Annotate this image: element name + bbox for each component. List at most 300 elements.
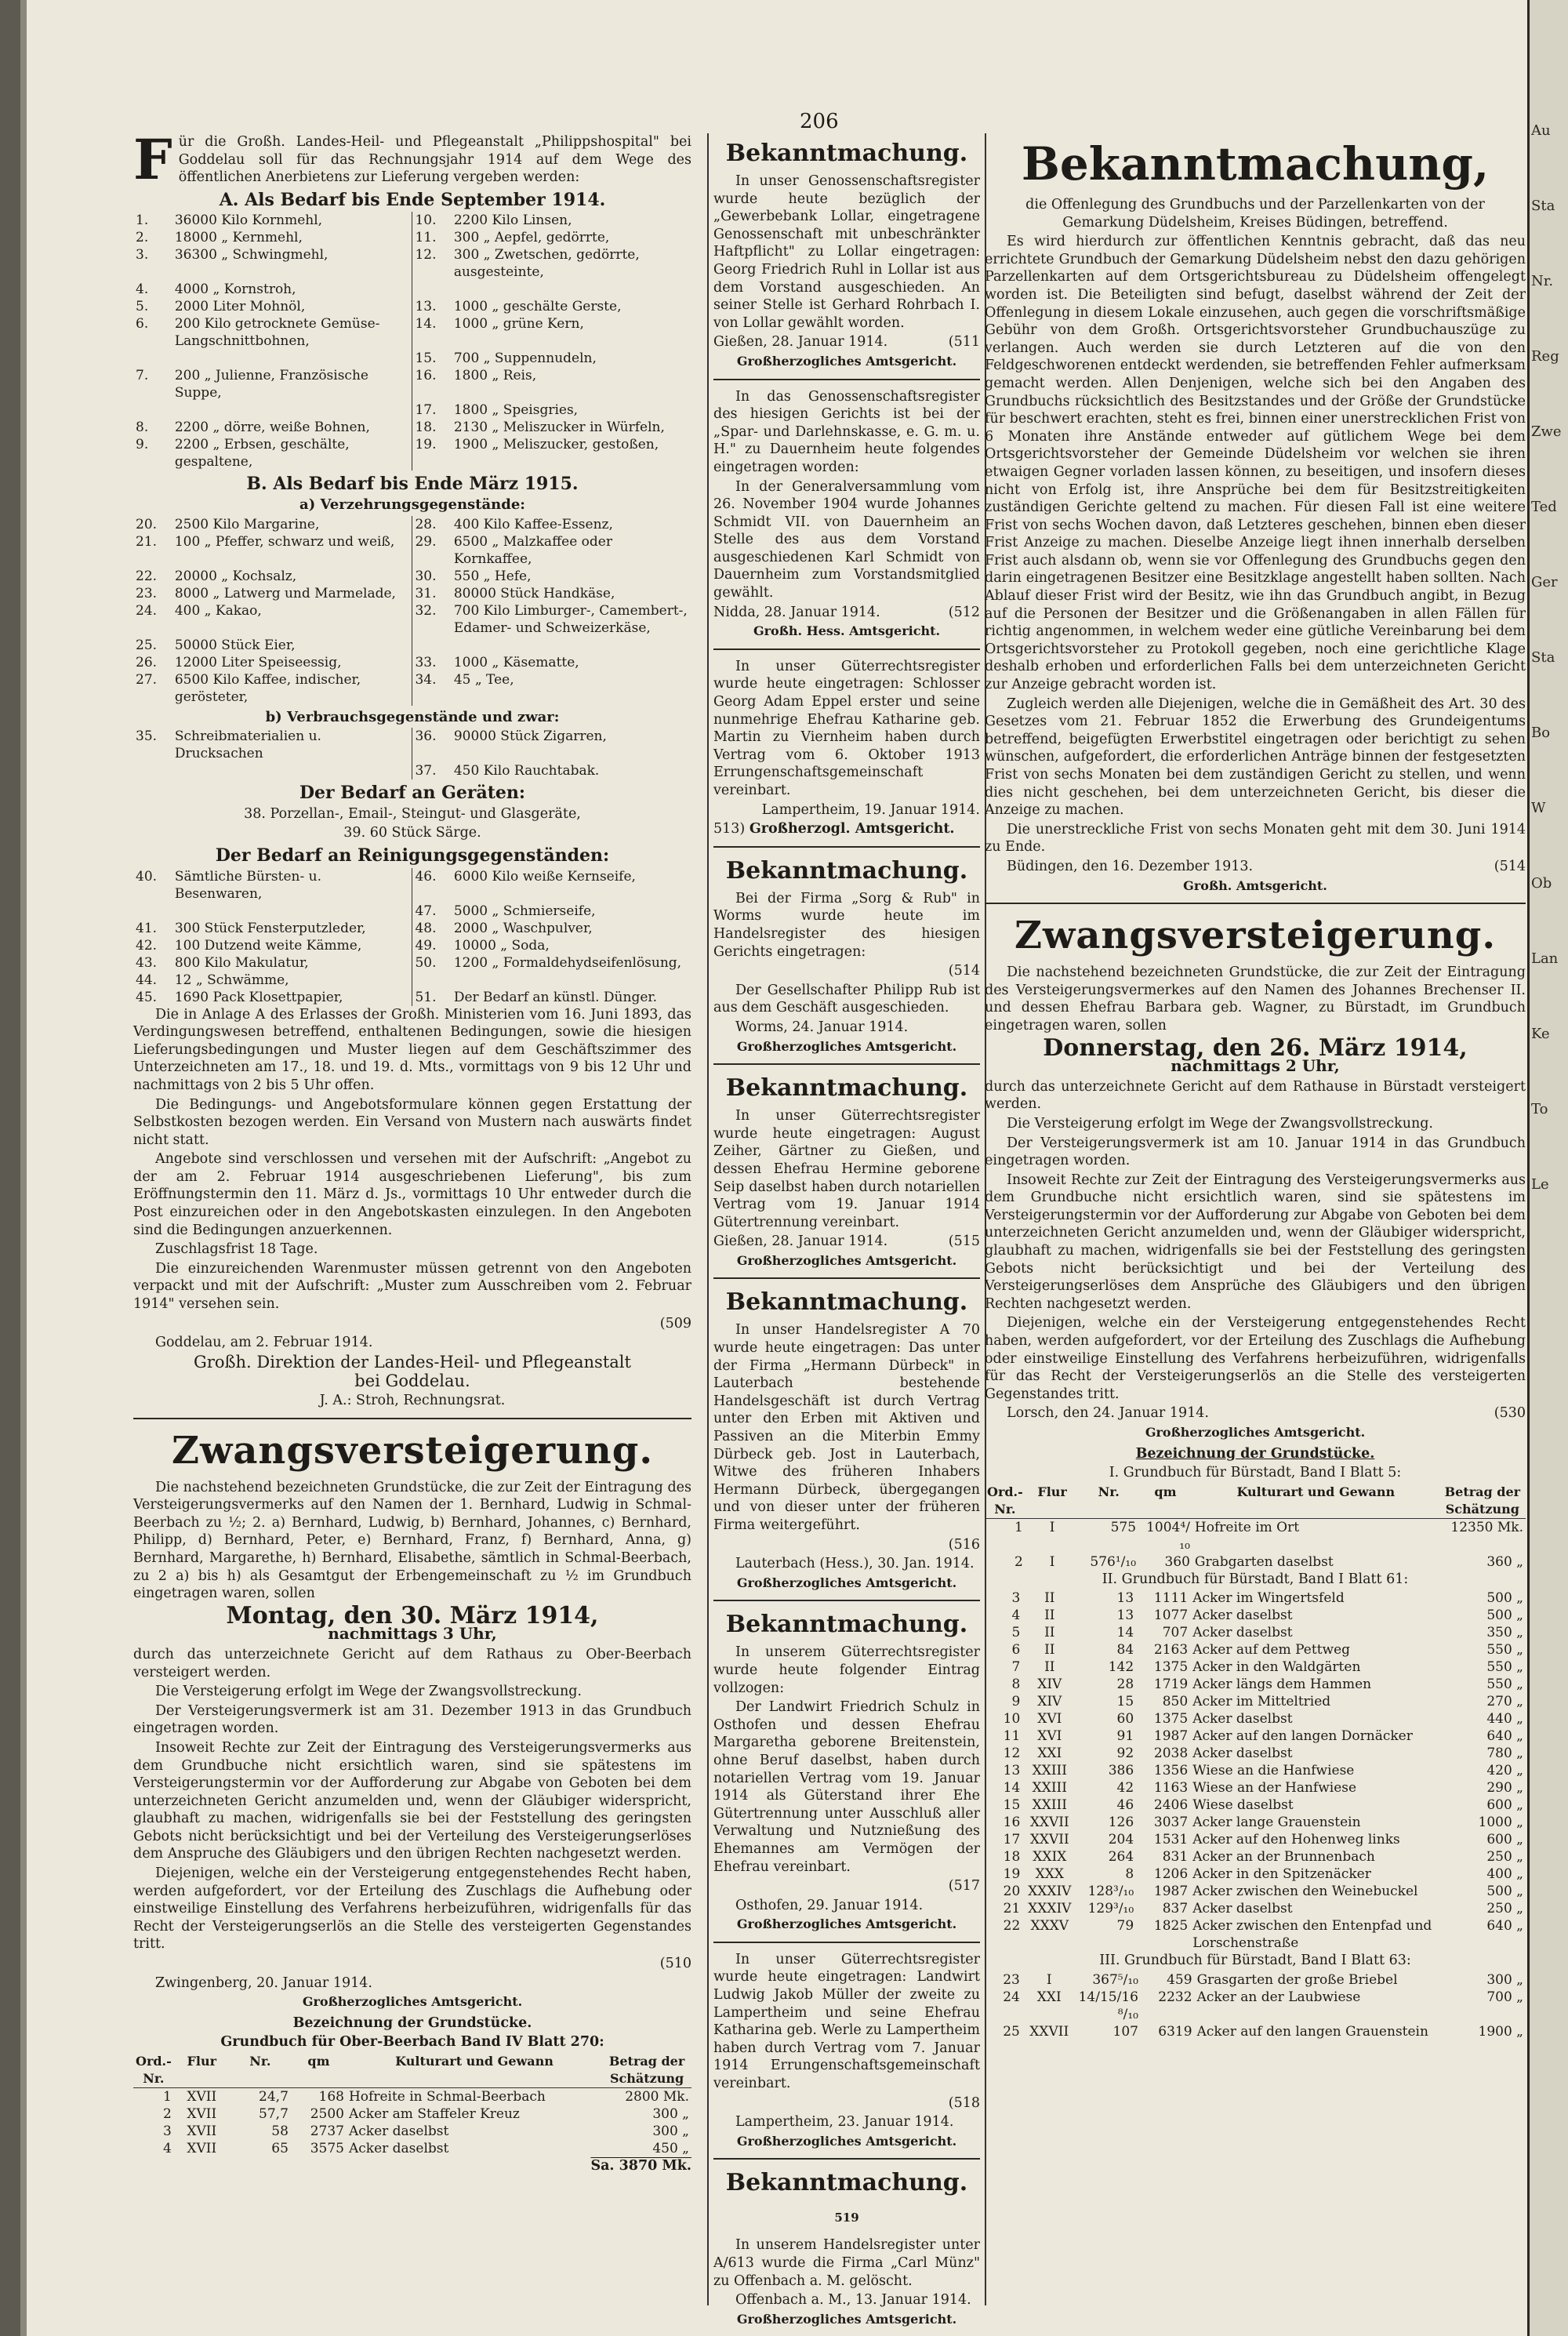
parcel-cell: 1375	[1153, 1659, 1189, 1676]
item-text: 2500 Kilo Margarine,	[174, 516, 320, 532]
item-number: 27.	[136, 671, 158, 688]
items-table-reinigung	[133, 868, 691, 1006]
section-b-b-heading: b) Verbrauchsgegenstände und zwar:	[265, 708, 560, 725]
parcel-cell: 600 „	[1486, 1832, 1523, 1848]
parcel-row	[985, 1900, 1526, 1917]
item-number: 26.	[136, 654, 158, 670]
divider	[713, 1942, 980, 1943]
zv-a-sum: Sa. 3870 Mk.	[590, 2158, 691, 2174]
parcel-cell: 19	[1003, 1866, 1021, 1883]
item-number: 34.	[412, 671, 452, 706]
item-number	[412, 637, 452, 654]
notice-9-place: Offenbach a. M., 13. Januar 1914.	[735, 2292, 971, 2309]
parcel-cell: 550 „	[1486, 1677, 1523, 1693]
item-number: 42.	[136, 937, 158, 954]
parcel-row	[985, 1866, 1526, 1883]
item-text: 1000 „ Käsematte,	[453, 654, 579, 670]
parcel-cell: 8	[1011, 1677, 1021, 1693]
item-number: 41.	[136, 920, 158, 936]
reinigung-heading: Der Bedarf an Reinigungsgegenständen:	[215, 845, 610, 866]
parcel-cell: 2800 Mk.	[625, 2089, 689, 2105]
parcel-cell: Acker in den Spitzenäcker	[1192, 1866, 1371, 1883]
parcel-cell: Acker lange Grauenstein	[1192, 1815, 1361, 1831]
item-text: 50000 Stück Eier,	[174, 637, 296, 653]
notice-2-footer	[713, 604, 980, 622]
geraete-heading: Der Bedarf an Geräten:	[299, 783, 526, 804]
notice-7-title: Bekanntmachung.	[725, 1611, 968, 1639]
edge-fragment: Au	[1531, 122, 1551, 139]
item-number	[133, 903, 172, 920]
parcel-cell: 576¹/₁₀	[1090, 1553, 1137, 1570]
item-number: 11.	[412, 229, 452, 246]
item-row	[133, 367, 691, 401]
parcel-cell: 8	[1125, 1866, 1134, 1883]
item-number: 13.	[412, 298, 452, 315]
bekanntmachung-ref: (514	[1494, 858, 1526, 874]
parcel-cell: 575	[1110, 1519, 1137, 1535]
parcel-cell: 290 „	[1486, 1780, 1523, 1797]
parcel-cell: 500 „	[1486, 1608, 1523, 1624]
parcel-cell: 3575	[310, 2141, 344, 2156]
parcel-cell: 440 „	[1486, 1711, 1523, 1727]
zv-a-para-4: Der Versteigerungsvermerk ist am 31. Dezember 1913 in das Grundbuch eingetragen worden.	[133, 1702, 691, 1737]
edge-fragment: Bo	[1531, 725, 1551, 741]
parcel-cell: I	[1046, 1971, 1052, 1988]
item-number: 20.	[136, 516, 158, 532]
item-text: 4000 „ Kornstroh,	[174, 282, 296, 298]
zv-c-court: Großherzogliches Amtsgericht.	[1145, 1425, 1366, 1440]
parcel-cell: 13	[1116, 1608, 1134, 1624]
zv-a-para-1: Die nachstehend bezeichneten Grundstücke, die zur Zeit der Eintragung des Versteigerungsvermerks auf den Namen der 1. Bernhard, Ludwig in Schmal-Beerbach zu ½; 2. a) Bernhard, Ludwig, b) Bernhard, Johannes, c) Bernhard, Philipp, d) Bernhard, Peter, e) Bernhard, Franz, f) Bernhard, Anna, g) Bernhard, Margarethe, h) Bernhard, Elisabethe, sämtlich in Schmal-Beerbach, zu 2 a) bis h) als Gesamtgut der Erbengemeinschaft zu ½ im Grundbuch eingetragen waren, sollen	[133, 1479, 691, 1602]
parcel-cell: 1	[1014, 1519, 1023, 1535]
parcel-cell: 10	[1003, 1711, 1021, 1727]
item-text: 300 „ Aepfel, gedörrte,	[453, 230, 610, 246]
parcel-row	[985, 1607, 1526, 1624]
parcel-cell: 12	[1003, 1746, 1021, 1762]
edge-fragment: Sta	[1531, 198, 1555, 214]
item-text: 450 Kilo Rauchtabak.	[453, 763, 600, 779]
notice-6-text: In unser Handelsregister A 70 wurde heute eingetragen: Das unter der Firma „Hermann Dürbeck" in Lauterbach bestehende Handelsgeschäft ist durch Vertrag unter den Erben mit Aktiven und Passiven an die Miterbin Emmy Dürbeck geb. Jost in Lauterbach, Witwe des früheren Inhabers Hermann Dürbeck, übergegangen und von dieser unter der früheren Firma weitergeführt.	[713, 1322, 980, 1533]
parcel-cell: 386	[1108, 1763, 1134, 1779]
item-row	[133, 868, 691, 903]
parcel-cell: XIV	[1037, 1677, 1062, 1693]
edge-fragment: Lan	[1531, 950, 1559, 967]
notice-2-sig: Großh. Hess. Amtsgericht.	[753, 623, 941, 639]
parcel-cell: 5	[1011, 1625, 1021, 1641]
notice-4-title: Bekanntmachung.	[725, 856, 968, 885]
column-middle	[707, 133, 986, 2327]
zv-a-para-2: durch das unterzeichnete Gericht auf dem Rathaus zu Ober-Beerbach versteigert werden.	[133, 1646, 691, 1680]
adjacent-page-edge	[1527, 0, 1568, 2336]
edge-fragment: Ke	[1531, 1026, 1550, 1042]
item-text	[452, 637, 691, 654]
zv-c-para-5: Insoweit Rechte zur Zeit der Eintragung des Versteigerungsvermerks aus dem Grundbuche nicht ersichtlich waren, sind sie spätestens im Versteigerungstermin vor der Aufforderung zur Abgabe von Geboten bei dem unterzeichneten Gericht anzumelden und, wenn der Gläubiger widerspricht, glaubhaft zu machen, widrigenfalls sie bei der Feststellung des geringsten Gebots nicht berücksichtigt und bei der Verteilung des Versteigerungserlöses dem Ansprüche des Gläubigers und den übrigen Rechten nachgesetzt werden.	[985, 1172, 1526, 1312]
parcel-cell: 640 „	[1486, 1918, 1523, 1935]
notice-9-text: In unserem Handelsregister unter A/613 wurde die Firma „Carl Münz" zu Offenbach a. M. gelöscht.	[713, 2237, 980, 2289]
zv-c-date: Donnerstag, den 26. März 1914,	[1043, 1034, 1468, 1062]
zv-a-time: nachmittags 3 Uhr,	[328, 1624, 497, 1644]
notice-8-ref: (518	[948, 2094, 980, 2111]
notice-5-place: Gießen, 28. Januar 1914.	[713, 1233, 888, 1250]
item-number: 50.	[412, 954, 452, 972]
parcel-row	[133, 2088, 691, 2106]
parcel-cell: XVII	[187, 2106, 217, 2122]
parcel-cell: Grabgarten daselbst	[1194, 1553, 1334, 1570]
parcel-cell: 367⁵/₁₀	[1092, 1971, 1138, 1988]
tender-place-date: Goddelau, am 2. Februar 1914.	[155, 1335, 373, 1351]
parcel-cell: Hofreite im Ort	[1194, 1519, 1300, 1535]
parcel-row	[985, 1971, 1526, 1989]
item-row	[133, 920, 691, 937]
parcel-cell: Wiese an der Hanfwiese	[1192, 1780, 1357, 1797]
notice-5-sig: Großherzogliches Amtsgericht.	[736, 1252, 957, 1268]
notice-1-text: In unser Genossenschaftsregister wurde heute bezüglich der „Gewerbebank Lollar, eingetragene Genossenschaft mit unbeschränkter Haftpflicht" zu Lollar eingetragen: Georg Friedrich Ruhl in Lollar ist aus dem Vorstand ausgeschieden. An seiner Stelle ist Gerhard Rohrbach I. von Lollar gewählt worden.	[713, 173, 980, 331]
notice-7-ref: (517	[948, 1878, 980, 1895]
item-number: 35.	[136, 728, 158, 745]
tender-para-4: Zuschlagsfrist 18 Tage.	[155, 1241, 318, 1258]
parcel-cell: XVII	[187, 2123, 217, 2139]
notice-4-sig: Großherzogliches Amtsgericht.	[736, 1038, 957, 1054]
notice-5-ref: (515	[948, 1233, 980, 1250]
item-text	[452, 972, 691, 989]
item-text: 20000 „ Kochsalz,	[174, 568, 297, 584]
zv-c-footer	[985, 1404, 1526, 1422]
parcel-cell: 3037	[1153, 1815, 1189, 1831]
parcel-cell: 24	[1003, 1989, 1020, 2005]
item-text: 6500 „ Malzkaffee oder Kornkaffee,	[453, 533, 612, 567]
parcel-cell: I	[1049, 1553, 1055, 1570]
parcel-cell: XXXIV	[1028, 1901, 1072, 1917]
parcel-cell: 300 „	[1486, 1971, 1523, 1988]
parcel-cell: II	[1044, 1625, 1055, 1641]
notice-2-text: In das Genossenschaftsregister des hiesigen Gerichts ist bei der „Spar- und Darlehnskasse, e. G. m. u. H." zu Dauernheim heute folgendes eingetragen worden:	[713, 388, 980, 475]
edge-fragment: Nr.	[1531, 273, 1554, 289]
zwangsversteigerung-title-c: Zwangsversteigerung.	[1014, 914, 1497, 958]
parcel-cell: 204	[1108, 1832, 1134, 1848]
geraete-line-2: 39. 60 Stück Särge.	[343, 825, 481, 841]
parcel-cell: II	[1044, 1608, 1055, 1624]
item-text: 300 Stück Fensterputzleder,	[174, 920, 366, 936]
item-number: 43.	[136, 954, 158, 971]
item-number: 21.	[136, 533, 158, 550]
zv-c-gb1: I. Grundbuch für Bürstadt, Band I Blatt 5:	[1109, 1465, 1402, 1481]
parcel-cell: Acker auf den langen Dornäcker	[1192, 1728, 1413, 1745]
parcel-cell: XVI	[1037, 1711, 1062, 1727]
item-number: 6.	[136, 316, 149, 332]
page-number: 206	[800, 110, 839, 133]
parcel-cell: 831	[1162, 1849, 1189, 1866]
item-number: 29.	[412, 533, 452, 568]
zv-c-place: Lorsch, den 24. Januar 1914.	[1007, 1405, 1209, 1422]
parcel-cell: 1163	[1153, 1780, 1189, 1797]
item-text: 5000 „ Schmierseife,	[453, 903, 596, 919]
item-row	[133, 728, 691, 762]
zv-a-parcel-table	[133, 2053, 691, 2157]
parcel-cell: Acker zwischen den Entenpfad und Lorschenstraße	[1192, 1918, 1432, 1952]
item-text	[172, 350, 412, 367]
item-text: 6500 Kilo Kaffee, indischer, gerösteter,	[174, 671, 361, 705]
zv-a-para-3: Die Versteigerung erfolgt im Wege der Zwangsvollstreckung.	[155, 1684, 582, 1700]
tender-signature-2: bei Goddelau.	[354, 1371, 470, 1391]
parcel-row	[985, 1710, 1526, 1727]
item-number: 24.	[136, 602, 158, 619]
notice-6-place: Lauterbach (Hess.), 30. Jan. 1914.	[735, 1556, 975, 1572]
parcel-cell: 14	[1116, 1625, 1134, 1641]
item-text: 36000 Kilo Kornmehl,	[174, 213, 323, 229]
notice-9-ref: 519	[834, 2211, 859, 2225]
item-text: 36300 „ Schwingmehl,	[174, 247, 328, 263]
divider	[713, 1063, 980, 1065]
items-table-a	[133, 212, 691, 470]
items-table-b-b	[133, 728, 691, 779]
notice-2-place: Nidda, 28. Januar 1914.	[713, 604, 880, 620]
item-number: 17.	[412, 401, 452, 419]
parcel-cell: XXX	[1035, 1866, 1064, 1883]
item-number: 36.	[412, 728, 452, 762]
item-row	[133, 229, 691, 246]
parcel-cell: Acker in den Waldgärten	[1192, 1659, 1361, 1676]
item-row	[133, 903, 691, 920]
parcel-row	[985, 2023, 1526, 2040]
item-text	[172, 762, 412, 779]
item-text: 200 „ Julienne, Französische Suppe,	[174, 368, 368, 401]
parcel-cell: Acker im Mitteltried	[1192, 1694, 1331, 1710]
item-number: 14.	[412, 315, 452, 350]
parcel-cell: Acker an der Brunnenbach	[1192, 1849, 1375, 1866]
parcel-cell: 60	[1116, 1711, 1134, 1727]
notice-3-place: Lampertheim, 19. Januar 1914.	[761, 801, 980, 818]
parcel-cell: XXVII	[1029, 2023, 1069, 2040]
item-number: 9.	[136, 437, 149, 453]
section-a-heading: A. Als Bedarf bis Ende September 1914.	[219, 189, 606, 210]
parcel-cell: 92	[1116, 1746, 1134, 1762]
item-row	[133, 419, 691, 436]
item-number	[133, 762, 172, 779]
parcel-cell: Grasgarten der große Briebel	[1196, 1971, 1398, 1988]
parcel-row	[985, 1727, 1526, 1745]
item-text: 2130 „ Meliszucker in Würfeln,	[453, 420, 665, 436]
parcel-cell: 20	[1003, 1884, 1021, 1900]
parcel-column-header: Betrag der Schätzung	[602, 2053, 691, 2088]
parcel-cell: Acker längs dem Hammen	[1192, 1677, 1372, 1693]
parcel-cell: Acker daselbst	[1192, 1901, 1293, 1917]
tender-intro-text: ür die Großh. Landes-Heil- und Pflegeanstalt „Philippshospital" bei Goddelau soll für das Rechnungsjahr 1914 auf dem Wege des öffentlichen Anerbietens zur Lieferung vergeben werden:	[178, 134, 691, 186]
parcel-row	[985, 1693, 1526, 1710]
divider	[713, 846, 980, 848]
parcel-cell: 850	[1162, 1694, 1189, 1710]
parcel-cell: 300 „	[652, 2123, 689, 2139]
parcel-cell: Acker daselbst	[1192, 1746, 1293, 1762]
item-row	[133, 954, 691, 972]
divider	[713, 648, 980, 650]
parcel-cell: 1375	[1153, 1711, 1189, 1727]
parcel-cell: XXI	[1037, 1746, 1062, 1762]
parcel-row	[133, 2105, 691, 2123]
item-row	[133, 671, 691, 706]
parcel-column-header: Nr.	[1079, 1484, 1138, 1519]
item-number: 49.	[412, 937, 452, 954]
parcel-cell: 550 „	[1486, 1642, 1523, 1658]
item-number: 37.	[412, 762, 452, 779]
item-row	[133, 533, 691, 568]
parcel-cell: 2	[162, 2106, 172, 2122]
zv-a-place: Zwingenberg, 20. Januar 1914.	[155, 1975, 372, 1991]
parcel-cell: 18	[1003, 1849, 1021, 1866]
item-number	[133, 350, 172, 367]
parcel-cell: 780 „	[1486, 1746, 1523, 1762]
notice-4-text: Bei der Firma „Sorg & Rub" in Worms wurde heute im Handelsregister des hiesigen Gerichts eingetragen:	[713, 890, 980, 960]
parcel-cell: 14/15/16 ⁸/₁₀	[1078, 1989, 1138, 2022]
item-text: Schreibmaterialien u. Drucksachen	[174, 728, 321, 762]
parcel-column-header: Flur	[174, 2053, 230, 2088]
notice-5-title: Bekanntmachung.	[725, 1074, 968, 1103]
item-text: 45 „ Tee,	[453, 671, 514, 688]
parcel-cell: II	[1044, 1590, 1055, 1607]
edge-fragment: Ob	[1531, 875, 1552, 892]
notice-2-text-2: In der Generalversammlung vom 26. November 1904 wurde Johannes Schmidt VII. von Dauernheim an Stelle des aus dem Vorstand ausgeschiedenen Karl Schmidt von Dauernheim zum Vorstandsmitglied gewählt.	[713, 478, 980, 601]
zv-a-bez-sub: Grundbuch für Ober-Beerbach Band IV Blatt 270:	[220, 2034, 604, 2051]
zv-a-para-5: Insoweit Rechte zur Zeit der Eintragung des Versteigerungsvermerks aus dem Grundbuche nicht ersichtlich waren, sind sie spätestens im Versteigerungstermin vor der Aufforderung zur Abgabe von Geboten bei dem unterzeichneten Gericht anzumelden und, wenn der Gläubiger widerspricht, glaubhaft zu machen, widrigenfalls sie bei der Feststellung des geringsten Gebots nicht berücksichtigt und bei der Verteilung des Versteigerungserlöses dem Anspruche des Gläubigers und den übrigen Rechten nachgesetzt werden.	[133, 1739, 691, 1862]
item-text: 100 Dutzend weite Kämme,	[174, 937, 362, 954]
zv-a-court: Großherzogliches Amtsgericht.	[302, 1994, 523, 2010]
item-text: 200 Kilo getrocknete Gemüse-Langschnittbohnen,	[174, 316, 380, 350]
parcel-row	[985, 1518, 1526, 1553]
parcel-cell: XVII	[187, 2141, 217, 2156]
item-number: 51.	[412, 989, 452, 1006]
item-row	[133, 298, 691, 315]
parcel-cell: XXVII	[1029, 1832, 1069, 1848]
parcel-column-header: Kulturart und Gewann	[1192, 1484, 1439, 1519]
parcel-row	[985, 1989, 1526, 2023]
item-number: 4.	[136, 282, 149, 298]
parcel-cell: 58	[271, 2123, 289, 2139]
parcel-cell: 57,7	[259, 2106, 289, 2122]
item-row	[133, 436, 691, 470]
item-number: 5.	[136, 299, 149, 315]
tender-para-1: Die in Anlage A des Erlasses der Großh. Ministerien vom 16. Juni 1893, das Verdingungswesen betreffend, enthaltenen Bedingungen, sowie die hiesigen Lieferungsbedingungen und Muster liegen auf dem Geschäftszimmer des Unterzeichneten am 17., 18. und 19. d. Mts., vormittags von 9 bis 12 Uhr und nachmittags von 2 bis 5 Uhr offen.	[133, 1006, 691, 1093]
item-number: 40.	[136, 868, 158, 885]
parcel-cell: 2232	[1158, 1989, 1192, 2005]
item-text: 10000 „ Soda,	[453, 937, 550, 954]
item-number: 32.	[412, 602, 452, 637]
parcel-cell: Acker an der Laubwiese	[1196, 1989, 1361, 2005]
item-text: 1800 „ Speisgries,	[453, 402, 579, 419]
parcel-cell: XXIX	[1033, 1849, 1067, 1866]
parcel-cell: I	[1049, 1519, 1055, 1535]
item-row	[133, 602, 691, 637]
parcel-cell: 550 „	[1486, 1659, 1523, 1676]
notice-4-ref: (514	[948, 963, 980, 979]
parcel-cell: 707	[1162, 1625, 1189, 1641]
parcel-cell: 1206	[1153, 1866, 1189, 1883]
item-text: 1690 Pack Klosettpapier,	[174, 989, 343, 1005]
zv-a-date: Montag, den 30. März 1914,	[226, 1601, 599, 1629]
parcel-cell: XXIII	[1032, 1780, 1067, 1797]
notice-6-title: Bekanntmachung.	[725, 1288, 968, 1317]
item-text: 90000 Stück Zigarren,	[453, 728, 607, 745]
zv-c-time: nachmittags 2 Uhr,	[1171, 1056, 1340, 1076]
parcel-cell: 1987	[1153, 1728, 1189, 1745]
notice-7-place: Osthofen, 29. Januar 1914.	[735, 1897, 924, 1913]
zv-c-para-1: Die nachstehend bezeichneten Grundstücke, die zur Zeit der Eintragung des Versteigerungsvermerkes auf den Namen des Johannes Brechenser II. und dessen Ehefrau Barbara geb. Wagner, zu Bürstadt, im Grundbuch eingetragen waren, sollen	[985, 965, 1526, 1034]
parcel-cell: 1531	[1153, 1832, 1189, 1848]
parcel-cell: XXIII	[1032, 1797, 1067, 1814]
notice-3-footer	[713, 820, 980, 838]
parcel-cell: 2038	[1153, 1746, 1189, 1762]
drop-cap-F: F	[133, 127, 172, 192]
parcel-cell: 1000 „	[1478, 1815, 1523, 1831]
column-right	[985, 133, 1526, 2040]
item-text: 1900 „ Meliszucker, gestoßen,	[453, 437, 659, 453]
parcel-row	[985, 1917, 1526, 1952]
parcel-cell: XIV	[1037, 1694, 1062, 1710]
divider	[985, 903, 1526, 904]
parcel-cell: 126	[1108, 1815, 1134, 1831]
zv-c-para-2: durch das unterzeichnete Gericht auf dem Rathause in Bürstadt versteigert werden.	[985, 1078, 1526, 1113]
item-row	[133, 401, 691, 419]
item-text: 6000 Kilo weiße Kernseife,	[453, 868, 636, 885]
parcel-cell: 420 „	[1486, 1763, 1523, 1779]
parcel-cell: XXXV	[1030, 1918, 1069, 1935]
parcel-cell: Acker auf dem Pettweg	[1192, 1642, 1351, 1658]
parcel-cell: 700 „	[1486, 1989, 1523, 2005]
parcel-cell: 2406	[1153, 1797, 1189, 1814]
divider	[713, 2158, 980, 2160]
parcel-cell: Acker daselbst	[1192, 1608, 1293, 1624]
item-number: 47.	[412, 903, 452, 920]
item-number: 45.	[136, 989, 158, 1005]
item-text: 400 Kilo Kaffee-Essenz,	[453, 516, 613, 532]
parcel-cell: 500 „	[1486, 1884, 1523, 1900]
item-text: 2000 „ Waschpulver,	[453, 920, 593, 936]
item-number: 18.	[412, 419, 452, 436]
item-number	[133, 401, 172, 419]
parcel-row	[985, 1814, 1526, 1831]
tender-para-5: Die einzureichenden Warenmuster müssen getrennt von den Angeboten verpackt und mit der Aufschrift: „Muster zum Ausschreiben vom 2. Februar 1914" versehen sein.	[133, 1260, 691, 1313]
zv-c-para-3: Die Versteigerung erfolgt im Wege der Zwangsvollstreckung.	[1007, 1115, 1433, 1132]
zv-a-para-6: Diejenigen, welche ein der Versteigerung entgegenstehendes Recht haben, werden aufgefordert, vor der Erteilung des Zuschlags die Aufhebung oder einstweilige Einstellung des Verfahrens herbeizuführen, widrigenfalls für das Recht der Versteigerungserlös an die Stelle des versteigerten Gegenstandes tritt.	[133, 1866, 691, 1953]
item-number: 23.	[136, 585, 158, 601]
notice-7-text-2: Der Landwirt Friedrich Schulz in Osthofen und dessen Ehefrau Margaretha geborene Breitenstein, ohne Beruf daselbst, haben durch notariellen Vertrag vom 19. Januar 1914 als Güterstand ihrer Ehe Gütertrennung unter Ausschluß aller Verwaltung und Nutznießung des Ehemannes am Vermögen der Ehefrau vereinbart.	[713, 1699, 980, 1875]
item-row	[133, 585, 691, 602]
zv-a-ref: (510	[659, 1956, 691, 1972]
parcel-cell: 450 „	[652, 2141, 689, 2156]
parcel-cell: Acker auf den langen Grauenstein	[1196, 2023, 1428, 2040]
bekanntmachung-subtitle: die Offenlegung des Grundbuchs und der Parzellenkarten von der Gemarkung Düdelsheim, Kreises Büdingen, betreffend.	[1025, 197, 1485, 231]
parcel-cell: 4	[1011, 1608, 1021, 1624]
item-text: 800 Kilo Makulatur,	[174, 954, 309, 971]
notice-9-title-text: Bekanntmachung.	[725, 2169, 968, 2197]
notice-9-sig: Großherzogliches Amtsgericht.	[736, 2311, 957, 2327]
item-text: 700 „ Suppennudeln,	[453, 351, 597, 367]
parcel-cell: XXVII	[1029, 1815, 1069, 1831]
item-number: 3.	[136, 247, 149, 263]
divider	[713, 1277, 980, 1279]
parcel-cell: 65	[271, 2141, 289, 2156]
parcel-cell: 350 „	[1486, 1625, 1523, 1641]
parcel-row	[985, 1589, 1526, 1607]
divider	[713, 379, 980, 380]
parcel-cell: 24,7	[259, 2089, 289, 2105]
parcel-cell: 270 „	[1486, 1694, 1523, 1710]
notice-1-footer	[713, 333, 980, 351]
parcel-cell: 1987	[1153, 1884, 1189, 1900]
parcel-cell: 13	[1116, 1590, 1134, 1607]
notice-5-text: In unser Güterrechtsregister wurde heute eingetragen: August Zeiher, Gärtner zu Gießen, und dessen Ehefrau Hermine geborene Seip daselbst haben durch notariellen Vertrag vom 19. Januar 1914 Gütertrennung vereinbart.	[713, 1108, 980, 1230]
parcel-cell: 25	[1003, 2023, 1020, 2040]
parcel-cell: 1900 „	[1478, 2023, 1523, 2040]
parcel-row	[985, 1624, 1526, 1641]
